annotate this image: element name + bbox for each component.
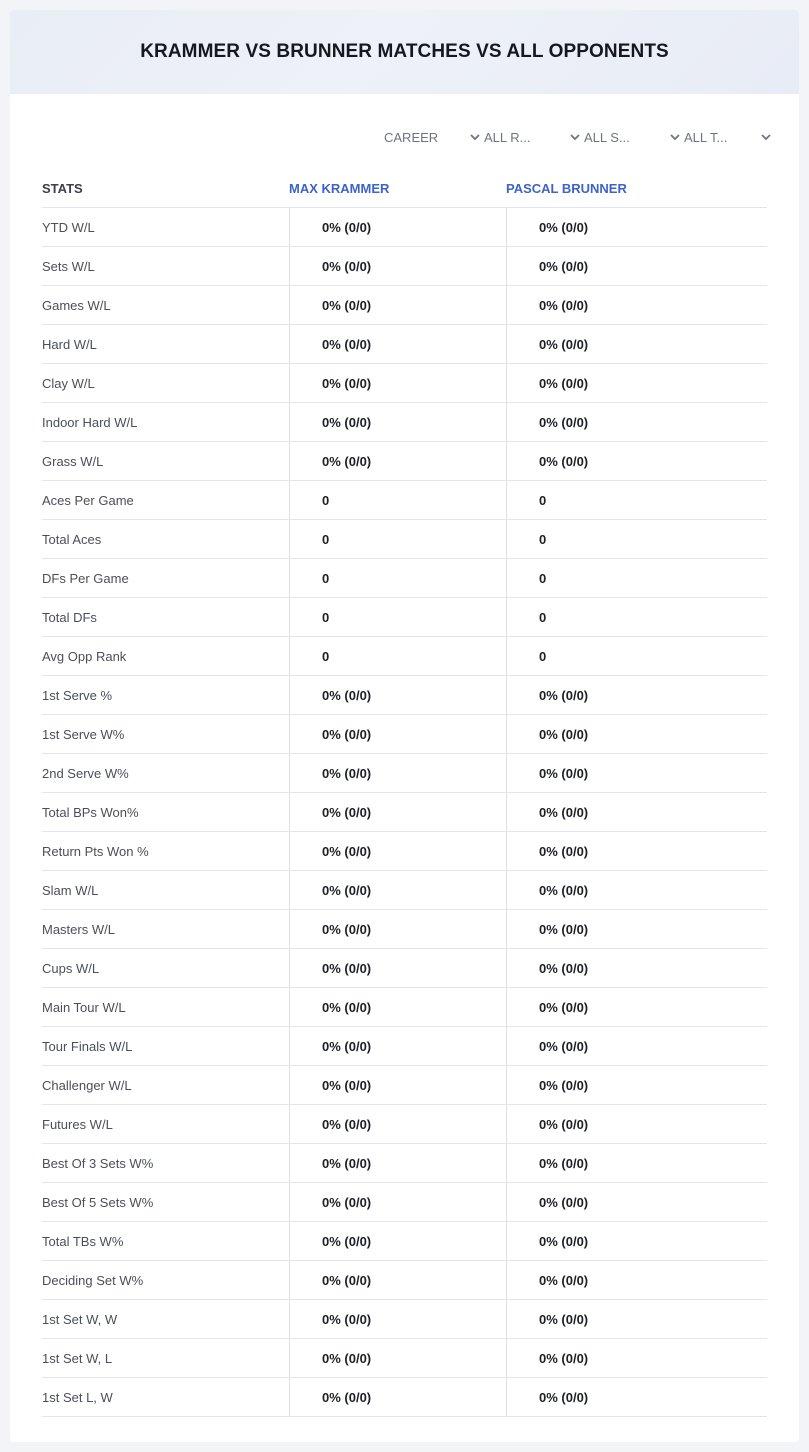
table-row xyxy=(42,1339,767,1378)
player2-stat-value: 0% (0/0) xyxy=(506,832,767,870)
player1-stat-value: 0% (0/0) xyxy=(289,715,506,753)
player2-link[interactable]: PASCAL BRUNNER xyxy=(506,181,627,196)
player2-stat-value: 0% (0/0) xyxy=(506,910,767,948)
table-row xyxy=(42,1144,767,1183)
player2-stat-value: 0% (0/0) xyxy=(506,286,767,324)
chevron-down-icon xyxy=(466,128,484,146)
table-row xyxy=(42,754,767,793)
stat-label: Tour Finals W/L xyxy=(42,1038,133,1054)
stat-label: 1st Set L, W xyxy=(42,1389,113,1405)
player1-stat-value: 0% (0/0) xyxy=(289,1144,506,1182)
stat-label: DFs Per Game xyxy=(42,570,129,586)
stat-label: Avg Opp Rank xyxy=(42,648,127,664)
table-row xyxy=(42,910,767,949)
table-row xyxy=(42,559,767,598)
stat-label: 2nd Serve W% xyxy=(42,765,129,781)
page-title: KRAMMER VS BRUNNER MATCHES VS ALL OPPONENTS xyxy=(140,41,669,62)
player1-stat-value: 0% (0/0) xyxy=(289,1066,506,1104)
stat-label: Slam W/L xyxy=(42,882,99,898)
player1-stat-value: 0% (0/0) xyxy=(289,871,506,909)
table-row xyxy=(42,1261,767,1300)
stat-label: Indoor Hard W/L xyxy=(42,414,138,430)
stat-label: 1st Set W, L xyxy=(42,1350,113,1366)
stat-label: 1st Serve % xyxy=(42,687,113,703)
stat-label: Total BPs Won% xyxy=(42,804,139,820)
filter-tournament-select[interactable] xyxy=(684,126,775,148)
stat-label: Cups W/L xyxy=(42,960,100,976)
player2-stat-value: 0% (0/0) xyxy=(506,208,767,246)
player2-stat-value: 0% (0/0) xyxy=(506,1261,767,1299)
player1-stat-value: 0% (0/0) xyxy=(289,208,506,246)
card-header xyxy=(10,10,799,94)
table-row xyxy=(42,247,767,286)
column-header-stats: STATS xyxy=(42,181,83,196)
filter-label: ALL R... xyxy=(484,129,531,145)
player1-stat-value: 0% (0/0) xyxy=(289,1027,506,1065)
player1-stat-value: 0 xyxy=(289,637,506,675)
table-row xyxy=(42,871,767,910)
table-body xyxy=(42,208,767,1417)
table-row xyxy=(42,715,767,754)
filter-round-select[interactable] xyxy=(484,126,584,148)
table-row xyxy=(42,442,767,481)
table-row xyxy=(42,1027,767,1066)
player1-stat-value: 0% (0/0) xyxy=(289,832,506,870)
player1-stat-value: 0% (0/0) xyxy=(289,988,506,1026)
player1-stat-value: 0% (0/0) xyxy=(289,1105,506,1143)
stat-label: Hard W/L xyxy=(42,336,97,352)
player2-stat-value: 0% (0/0) xyxy=(506,1027,767,1065)
player1-stat-value: 0% (0/0) xyxy=(289,949,506,987)
table-row xyxy=(42,676,767,715)
player1-stat-value: 0% (0/0) xyxy=(289,403,506,441)
player2-stat-value: 0% (0/0) xyxy=(506,871,767,909)
table-row xyxy=(42,1300,767,1339)
table-row xyxy=(42,286,767,325)
table-row xyxy=(42,208,767,247)
stat-label: Grass W/L xyxy=(42,453,104,469)
table-row xyxy=(42,325,767,364)
player2-stat-value: 0% (0/0) xyxy=(506,676,767,714)
stat-label: YTD W/L xyxy=(42,219,95,235)
player1-stat-value: 0 xyxy=(289,559,506,597)
table-row xyxy=(42,637,767,676)
table-row xyxy=(42,598,767,637)
player2-stat-value: 0% (0/0) xyxy=(506,1183,767,1221)
table-row xyxy=(42,988,767,1027)
stat-label: Best Of 5 Sets W% xyxy=(42,1194,154,1210)
player2-stat-value: 0% (0/0) xyxy=(506,1105,767,1143)
stat-label: Main Tour W/L xyxy=(42,999,126,1015)
player2-stat-value: 0% (0/0) xyxy=(506,1066,767,1104)
player2-stat-value: 0% (0/0) xyxy=(506,442,767,480)
player1-stat-value: 0 xyxy=(289,481,506,519)
stat-label: Deciding Set W% xyxy=(42,1272,144,1288)
player2-stat-value: 0% (0/0) xyxy=(506,364,767,402)
stat-label: Best Of 3 Sets W% xyxy=(42,1155,154,1171)
player2-stat-value: 0% (0/0) xyxy=(506,1222,767,1260)
table-row xyxy=(42,1183,767,1222)
chevron-down-icon xyxy=(757,128,775,146)
table-row xyxy=(42,1378,767,1417)
player1-stat-value: 0% (0/0) xyxy=(289,754,506,792)
player1-stat-value: 0% (0/0) xyxy=(289,793,506,831)
player1-stat-value: 0% (0/0) xyxy=(289,364,506,402)
stat-label: Return Pts Won % xyxy=(42,843,149,859)
player2-stat-value: 0% (0/0) xyxy=(506,403,767,441)
table-row xyxy=(42,403,767,442)
player2-stat-value: 0% (0/0) xyxy=(506,1144,767,1182)
table-header xyxy=(42,170,767,208)
player1-stat-value: 0% (0/0) xyxy=(289,1261,506,1299)
table-row xyxy=(42,949,767,988)
table-row xyxy=(42,1222,767,1261)
player2-stat-value: 0 xyxy=(506,598,767,636)
player1-stat-value: 0% (0/0) xyxy=(289,442,506,480)
player1-stat-value: 0 xyxy=(289,520,506,558)
table-row xyxy=(42,481,767,520)
player2-stat-value: 0% (0/0) xyxy=(506,325,767,363)
table-row xyxy=(42,832,767,871)
stat-label: 1st Set W, W xyxy=(42,1311,118,1327)
table-row xyxy=(42,520,767,559)
player1-stat-value: 0% (0/0) xyxy=(289,1183,506,1221)
filter-surface-select[interactable] xyxy=(584,126,684,148)
player1-link[interactable]: MAX KRAMMER xyxy=(289,181,390,196)
player1-stat-value: 0% (0/0) xyxy=(289,286,506,324)
player2-stat-value: 0% (0/0) xyxy=(506,1339,767,1377)
player2-stat-value: 0% (0/0) xyxy=(506,715,767,753)
stat-label: Total DFs xyxy=(42,609,97,625)
player1-stat-value: 0% (0/0) xyxy=(289,676,506,714)
stat-label: Challenger W/L xyxy=(42,1077,132,1093)
stat-label: Total TBs W% xyxy=(42,1233,124,1249)
player2-stat-value: 0 xyxy=(506,559,767,597)
player1-stat-value: 0% (0/0) xyxy=(289,1300,506,1338)
player2-stat-value: 0% (0/0) xyxy=(506,988,767,1026)
filter-period-select[interactable] xyxy=(384,126,484,148)
player1-stat-value: 0% (0/0) xyxy=(289,325,506,363)
table-row xyxy=(42,1105,767,1144)
player2-stat-value: 0 xyxy=(506,481,767,519)
player1-stat-value: 0% (0/0) xyxy=(289,910,506,948)
player2-stat-value: 0% (0/0) xyxy=(506,1300,767,1338)
player1-stat-value: 0% (0/0) xyxy=(289,1339,506,1377)
player1-stat-value: 0 xyxy=(289,598,506,636)
player2-stat-value: 0 xyxy=(506,520,767,558)
stats-card xyxy=(10,10,799,1442)
player2-stat-value: 0 xyxy=(506,637,767,675)
player2-stat-value: 0% (0/0) xyxy=(506,793,767,831)
player2-stat-value: 0% (0/0) xyxy=(506,1378,767,1416)
player1-stat-value: 0% (0/0) xyxy=(289,1378,506,1416)
stat-label: Masters W/L xyxy=(42,921,115,937)
chevron-down-icon xyxy=(566,128,584,146)
chevron-down-icon xyxy=(666,128,684,146)
filter-bar xyxy=(384,126,775,148)
table-row xyxy=(42,793,767,832)
player1-stat-value: 0% (0/0) xyxy=(289,247,506,285)
table-row xyxy=(42,364,767,403)
stat-label: 1st Serve W% xyxy=(42,726,125,742)
stat-label: Aces Per Game xyxy=(42,492,134,508)
filter-label: CAREER xyxy=(384,129,439,145)
table-row xyxy=(42,1066,767,1105)
stat-label: Futures W/L xyxy=(42,1116,113,1132)
stat-label: Clay W/L xyxy=(42,375,95,391)
filter-label: ALL S... xyxy=(584,129,630,145)
stat-label: Sets W/L xyxy=(42,258,95,274)
stat-label: Total Aces xyxy=(42,531,102,547)
player2-stat-value: 0% (0/0) xyxy=(506,247,767,285)
player2-stat-value: 0% (0/0) xyxy=(506,949,767,987)
stat-label: Games W/L xyxy=(42,297,111,313)
filter-label: ALL T... xyxy=(684,129,728,145)
player2-stat-value: 0% (0/0) xyxy=(506,754,767,792)
stats-table xyxy=(42,170,767,1417)
player1-stat-value: 0% (0/0) xyxy=(289,1222,506,1260)
